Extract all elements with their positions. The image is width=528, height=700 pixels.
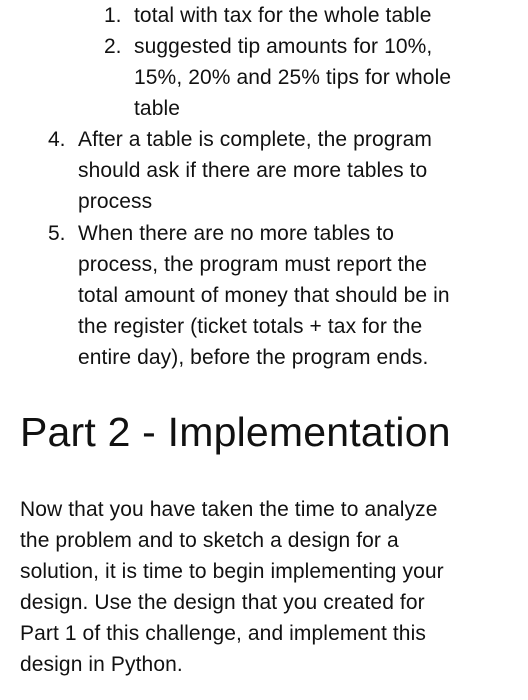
- list-item-text: After a table is complete, the program: [78, 128, 432, 151]
- list-item-number: 5.: [48, 222, 66, 245]
- section-heading: Part 2 - Implementation: [20, 409, 451, 455]
- paragraph-line: Part 1 of this challenge, and implement this: [20, 622, 426, 645]
- paragraph-line: design in Python.: [20, 653, 183, 676]
- list-item-number: 2.: [104, 35, 122, 58]
- list-item-text: process: [78, 190, 153, 213]
- paragraph-line: design. Use the design that you created for: [20, 591, 425, 614]
- list-item-number: 4.: [48, 128, 66, 151]
- list-item-text: should ask if there are more tables to: [78, 159, 428, 182]
- paragraph-line: the problem and to sketch a design for a: [20, 529, 399, 552]
- list-item-text: the register (ticket totals + tax for the: [78, 315, 423, 338]
- paragraph-line: solution, it is time to begin implementing your: [20, 560, 444, 583]
- list-item-text: entire day), before the program ends.: [78, 346, 429, 369]
- list-item-text: suggested tip amounts for 10%,: [134, 35, 433, 58]
- list-item-text: process, the program must report the: [78, 253, 428, 276]
- list-item-text: total amount of money that should be in: [78, 284, 450, 307]
- list-item-text: total with tax for the whole table: [134, 4, 432, 27]
- paragraph-line: Now that you have taken the time to analyze: [20, 498, 438, 521]
- list-item-number: 1.: [104, 4, 122, 27]
- list-item-text: 15%, 20% and 25% tips for whole: [134, 66, 452, 89]
- list-item-text: When there are no more tables to: [78, 222, 395, 245]
- list-item-text: table: [134, 97, 181, 120]
